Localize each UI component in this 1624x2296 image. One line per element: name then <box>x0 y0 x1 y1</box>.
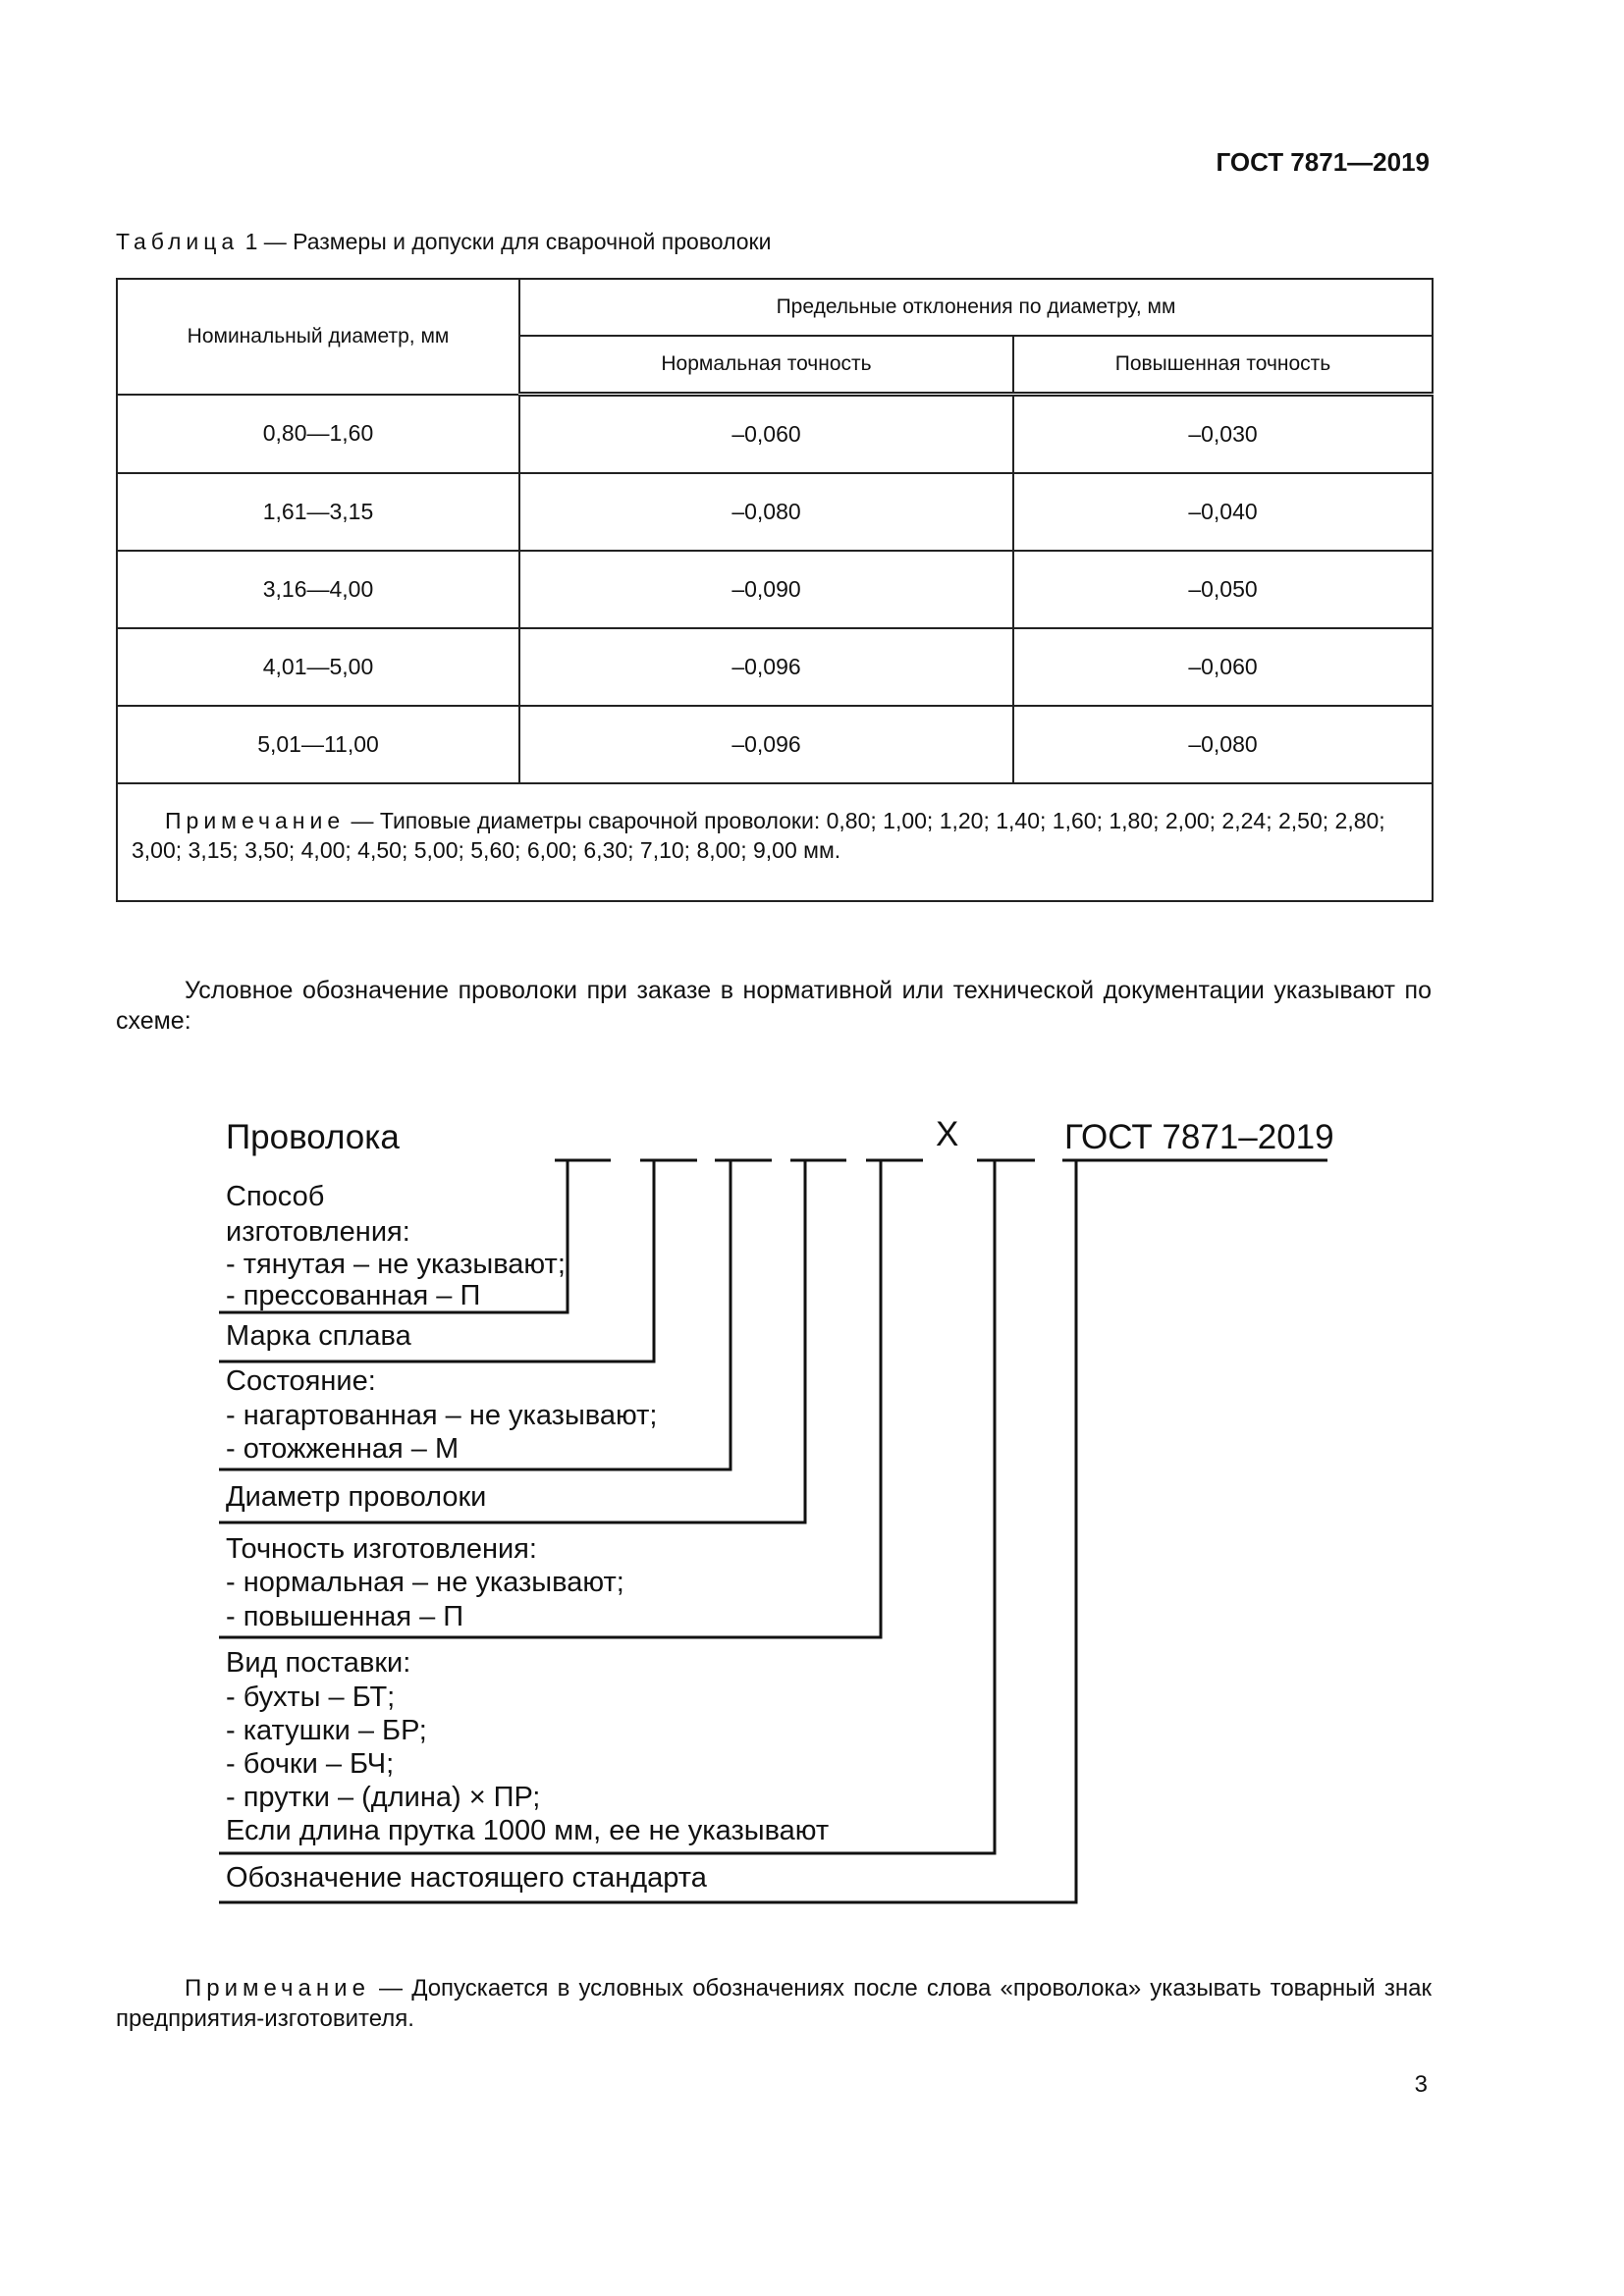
supply-label-line: - катушки – БР; <box>226 1715 427 1746</box>
cell-diameter: 3,16—4,00 <box>117 551 519 628</box>
cell-diameter: 0,80—1,60 <box>117 395 519 474</box>
cell-normal: –0,096 <box>519 706 1013 783</box>
cell-normal: –0,096 <box>519 628 1013 706</box>
method-label-line: - тянутая – не указывают; <box>226 1249 566 1280</box>
state-label-line: Состояние: <box>226 1365 376 1397</box>
cell-diameter: 5,01—11,00 <box>117 706 519 783</box>
table-note-prefix: Примечание <box>165 808 346 833</box>
header-high-accuracy: Повышенная точность <box>1013 336 1433 395</box>
supply-label-line: Если длина прутка 1000 мм, ее не указывают <box>226 1815 830 1846</box>
cell-high: –0,050 <box>1013 551 1433 628</box>
scheme-intro-paragraph: Условное обозначение проволоки при заказе в нормативной или технической документации указывают по схеме: <box>116 977 1432 1035</box>
scheme-x-mark: Х <box>936 1115 959 1153</box>
cell-high: –0,030 <box>1013 395 1433 474</box>
cell-normal: –0,080 <box>519 473 1013 551</box>
method-label-line: изготовления: <box>226 1216 410 1248</box>
scheme-title: Проволока <box>226 1118 400 1156</box>
note-prefix: Примечание <box>185 1975 370 2002</box>
document-header: ГОСТ 7871—2019 <box>1216 147 1430 177</box>
accuracy-label-line: - повышенная – П <box>226 1601 464 1632</box>
table-note-text: — Типовые диаметры сварочной проволоки: 0,80; 1,00; 1,20; 1,40; 1,60; 1,80; 2,00; 2,24; 2,50; 2,80; 3,00; 3,15; 3,50; 4,00; 4,50; 5,00; 5,60; 6,00; 6,30; 7,10; 8,00; 9,00 мм. <box>132 808 1385 863</box>
cell-high: –0,040 <box>1013 473 1433 551</box>
header-normal-accuracy: Нормальная точность <box>519 336 1013 395</box>
page-number: 3 <box>1414 2071 1428 2098</box>
table-caption-text: 1 — Размеры и допуски для сварочной проволоки <box>239 229 772 254</box>
cell-normal: –0,060 <box>519 395 1013 474</box>
method-label-line: - прессованная – П <box>226 1280 481 1311</box>
note-paragraph <box>116 1973 1432 2034</box>
alloy-label: Марка сплава <box>226 1320 411 1352</box>
supply-label-line: - прутки – (длина) × ПР; <box>226 1782 541 1813</box>
supply-label-line: - бухты – БТ; <box>226 1682 396 1713</box>
state-label-line: - нагартованная – не указывают; <box>226 1400 658 1431</box>
table-caption-prefix: Таблица <box>116 229 240 254</box>
header-nominal-diameter: Номинальный диаметр, мм <box>117 279 519 395</box>
cell-high: –0,080 <box>1013 706 1433 783</box>
header-deviation: Предельные отклонения по диаметру, мм <box>519 279 1433 336</box>
cell-diameter: 1,61—3,15 <box>117 473 519 551</box>
note-text: — Допускается в условных обозначениях после слова «проволока» указывать товарный знак предприятия-изготовителя. <box>116 1975 1432 2032</box>
supply-label-line: Вид поставки: <box>226 1647 411 1679</box>
cell-normal: –0,090 <box>519 551 1013 628</box>
supply-label-line: - бочки – БЧ; <box>226 1748 395 1780</box>
diameter-label: Диаметр проволоки <box>226 1481 487 1513</box>
accuracy-label-line: - нормальная – не указывают; <box>226 1567 624 1598</box>
accuracy-label-line: Точность изготовления: <box>226 1533 537 1565</box>
scheme-standard: ГОСТ 7871–2019 <box>1064 1118 1334 1156</box>
cell-diameter: 4,01—5,00 <box>117 628 519 706</box>
method-label-line: Способ <box>226 1181 325 1212</box>
state-label-line: - отожженная – М <box>226 1433 460 1465</box>
cell-high: –0,060 <box>1013 628 1433 706</box>
designation-label: Обозначение настоящего стандарта <box>226 1862 707 1894</box>
